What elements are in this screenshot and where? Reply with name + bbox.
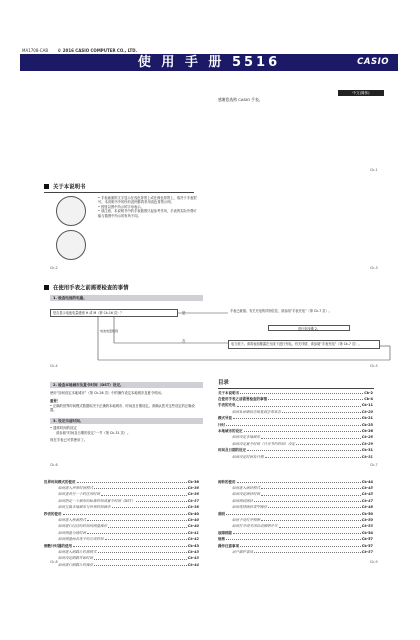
toc-entry-label: 闹铃的使用 <box>218 479 236 484</box>
toc-heading: 目录 <box>218 380 229 386</box>
page-number: Ck-5 <box>370 364 378 368</box>
toc-entry-label: 如何进入闹铃模式 <box>232 486 260 491</box>
toc-leader <box>296 444 361 445</box>
toc-entry-page: Ck-43 <box>187 543 199 548</box>
page-number: Ck-6 <box>50 463 58 467</box>
watch-illustration-2 <box>56 230 86 260</box>
toc-entry-page: Ck-11 <box>361 403 373 408</box>
toc-list-upper <box>218 389 373 459</box>
toc-entry-label: 如何测量分段时间 <box>58 530 86 535</box>
no-mark: 否 <box>182 339 186 343</box>
toc-leader <box>268 507 361 508</box>
toc-entry-page: Ck-57 <box>361 543 373 548</box>
toc-leader <box>63 514 187 515</box>
page-number: Ck-3 <box>370 266 378 270</box>
toc-leader <box>282 412 361 413</box>
toc-entry[interactable] <box>218 548 373 554</box>
toc-entry-label: 在使用手表之前需要检查的事情 <box>218 397 267 402</box>
ready-to-use: 现在手表已可供使用了。 <box>50 438 88 442</box>
watch-illustration-1 <box>56 196 86 226</box>
important-label: 重要！ <box>50 399 61 403</box>
about-bullet: • 手表画面的文字显示在浅色背景上或在深色背景上，取决于手表型号。本说明书中的所有范例都将采用浅色背景示例。 <box>98 196 197 205</box>
toc-entry-label: 如何手动打开照明 <box>232 518 260 523</box>
toc-entry-page: Ck-29 <box>361 441 373 446</box>
low-power-box: 电力低下。请将表面暴露在光线下进行充电。有关详情，请参阅“手表充电”（第 Ck-7 页）。 <box>228 340 380 349</box>
toc-leader <box>240 546 361 547</box>
toc-entry-label: 故障排除 <box>218 530 232 535</box>
step-3-bar: 3. 设定当前时间。 <box>50 418 203 424</box>
about-bullet: • 请注意，本说明书中的手表插图只起参考作用，手表的实际外观可能与插图中所示的有所不同。 <box>98 209 197 218</box>
toc-leader <box>237 406 361 407</box>
toc-entry-label: 如何查看另一个时区的时间 <box>58 492 100 497</box>
toc-leader <box>87 520 187 521</box>
toc-entry-page: Ck-2 <box>364 390 373 395</box>
toc-list-lower-left <box>44 478 199 567</box>
toc-entry-page: Ck-44 <box>361 479 373 484</box>
toc-entry-page: Ck-40 <box>187 524 199 529</box>
important-text: • 正确的世界时间模式数据取决于正确的本地城市、时间及日期设定。请确认您对这些设定的正确设置。 <box>50 404 195 413</box>
divider <box>44 192 194 193</box>
toc-entry-label: 手表的充电 <box>218 403 236 408</box>
toc-leader <box>226 539 361 540</box>
toc-entry-label: 如何从休眠状态恢复到正常状态 <box>232 409 281 414</box>
page-number: Ck-9 <box>370 560 378 564</box>
about-bullets <box>98 196 198 218</box>
page-number: Ck-4 <box>50 364 58 368</box>
step-3-ref: 请参阅“时间及日期的设定”一节（第 Ck-31 页）。 <box>56 431 131 435</box>
toc-leader <box>108 527 187 528</box>
greeting-text: 感谢您选购 CASIO 手表。 <box>218 97 263 102</box>
section-heading-about: 关于本说明书 <box>44 184 85 192</box>
section-heading-checks: 在使用手表之前需要检查的事情 <box>44 285 128 293</box>
toc-leader <box>254 501 361 502</box>
toc-entry-page: Ck-42 <box>187 537 199 542</box>
toc-leader <box>136 501 187 502</box>
toc-entry-label: 如何指定一个城市的标准时间或夏令时间（DST） <box>58 498 136 503</box>
battery-level-label: 电池电量级别 <box>100 329 119 333</box>
toc-entry-label: 倒数计时器的使用 <box>44 543 72 548</box>
casio-logo: CASIO <box>357 57 389 67</box>
toc-leader <box>87 533 187 534</box>
page-number: Ck-1 <box>370 168 378 172</box>
toc-entry-page: Ck-36 <box>187 492 199 497</box>
toc-leader <box>233 418 361 419</box>
model-code: MA1708-CAB <box>22 48 49 53</box>
toc-entry-label: 操作注意事项 <box>218 543 239 548</box>
toc-leader <box>226 425 361 426</box>
page-number: Ck-8 <box>50 560 58 564</box>
toc-entry-page: Ck-4 <box>364 397 373 402</box>
toc-leader <box>233 533 361 534</box>
toc-leader <box>226 514 361 515</box>
toc-entry-page: Ck-37 <box>187 498 199 503</box>
toc-entry-label: 如何测试闹铃 <box>232 498 253 503</box>
toc-entry-page: Ck-25 <box>361 422 373 427</box>
yes-mark: 是 <box>182 311 186 315</box>
page-number: Ck-2 <box>50 266 58 270</box>
toc-entry-page: Ck-44 <box>187 562 199 567</box>
toc-entry-page: Ck-40 <box>187 511 199 516</box>
toc-leader <box>261 495 361 496</box>
title-banner <box>20 54 398 71</box>
toc-entry-page: Ck-36 <box>187 486 199 491</box>
toc-entry-page: Ck-31 <box>361 448 373 453</box>
toc-entry-page: Ck-21 <box>361 416 373 421</box>
ready-text: 手表已就绪。有关充电的详细信息，请参阅“手表充电”（第 Ck-7 页）。 <box>230 309 332 313</box>
toc-entry-label: 计时 <box>218 422 225 427</box>
toc-leader <box>261 520 361 521</box>
toc-entry-label: 如何进行经过的时间的测量操作 <box>58 524 107 529</box>
toc-list-lower-right <box>218 478 373 555</box>
toc-leader <box>237 482 361 483</box>
toc-leader <box>244 431 361 432</box>
toc-leader <box>254 552 361 553</box>
step-2-bar: 2. 检查本地城市及夏令时间（DST）设定。 <box>50 382 203 388</box>
toc-entry-label: 如何进入倒数计时器模式 <box>58 549 97 554</box>
step-1-bar: 1. 检查电池的电量。 <box>50 295 203 301</box>
toc-leader <box>247 450 361 451</box>
toc-entry-page: Ck-50 <box>361 518 373 523</box>
toc-leader <box>261 438 361 439</box>
toc-leader <box>112 507 187 508</box>
copyright: © 2016 CASIO COMPUTER CO., LTD. <box>57 48 138 53</box>
toc-entry-label: 时间及日期的设定 <box>218 448 246 453</box>
toc-leader <box>98 552 187 553</box>
toc-entry-label: 如何选择闹铃类型操作 <box>232 505 267 510</box>
toc-leader <box>265 457 361 458</box>
toc-entry-page: Ck-43 <box>187 556 199 561</box>
toc-entry-page: Ck-26 <box>361 429 373 434</box>
toc-entry-label: 如何互换本地城市与世界时间城市 <box>58 505 111 510</box>
toc-leader <box>94 559 187 560</box>
toc-entry-page: Ck-53 <box>361 524 373 529</box>
toc-entry-label: 关于本说明书 <box>218 390 239 395</box>
toc-entry-label: 如何进入世界时间模式 <box>58 486 93 491</box>
toc-leader <box>77 482 187 483</box>
document-header <box>22 48 137 53</box>
toc-entry-page: Ck-26 <box>361 435 373 440</box>
toc-entry-label: 如何进行倒数计时操作 <box>58 562 93 567</box>
toc-entry-page: Ck-54 <box>361 530 373 535</box>
toc-entry-page: Ck-31 <box>361 454 373 459</box>
toc-entry-label: 如何设定闹铃时间 <box>232 492 260 497</box>
toc-entry-page: Ck-45 <box>361 492 373 497</box>
toc-entry-page: Ck-40 <box>187 518 199 523</box>
toc-entry-label: 本地城市的设定 <box>218 429 243 434</box>
toc-entry-label: 如何打开或关闭自动照明开关 <box>232 524 278 529</box>
language-tab: 中文(简体) <box>338 90 384 96</box>
toc-leader <box>261 488 361 489</box>
toc-leader <box>73 546 187 547</box>
toc-entry-page: Ck-41 <box>187 530 199 535</box>
toc-entry-page: Ck-48 <box>361 505 373 510</box>
toc-entry-page: Ck-47 <box>361 498 373 503</box>
toc-entry-page: Ck-43 <box>187 549 199 554</box>
toc-leader <box>240 393 363 394</box>
toc-leader <box>94 565 187 566</box>
step-3-item: • 通常时间的设定 <box>50 426 77 430</box>
toc-entry-label: 秒表的使用 <box>44 511 62 516</box>
toc-entry-page: Ck-57 <box>361 549 373 554</box>
toc-entry-label: 照明 <box>218 511 225 516</box>
toc-leader <box>105 539 187 540</box>
toc-entry-label: 如何设定夏令时间（日光节约时间）设定 <box>232 441 295 446</box>
toc-entry-label: 如何设定本地城市 <box>232 435 260 440</box>
toc-entry-page: Ck-38 <box>187 505 199 510</box>
toc-entry-label: 用户维护事项 <box>232 549 253 554</box>
toc-leader <box>279 527 361 528</box>
toc-entry-label: 模式导览 <box>218 416 232 421</box>
toc-entry-label: 如何测量两名选手的完成时间 <box>58 537 104 542</box>
about-bullet: • 按钮以图中所示的字母表示。 <box>98 204 144 209</box>
battery-check-box: 是否显示电池电量级别 H 或 M（第 Ck-16 页）？ <box>50 309 178 317</box>
page-number: Ck-7 <box>370 463 378 467</box>
toc-leader <box>101 495 187 496</box>
toc-leader <box>268 399 363 400</box>
toc-entry-page: Ck-20 <box>361 409 373 414</box>
toc-entry-label: 如何设定倒数开始时间 <box>58 556 93 561</box>
toc-entry-page: Ck-36 <box>187 479 199 484</box>
toc-entry-page: Ck-57 <box>361 537 373 542</box>
toc-entry-page: Ck-45 <box>361 486 373 491</box>
go-step-2-box: 进行到步骤 2。 <box>268 325 350 331</box>
toc-entry[interactable] <box>218 453 373 459</box>
toc-entry-label: 如何进入秒表模式 <box>58 518 86 523</box>
toc-entry[interactable] <box>44 561 199 567</box>
toc-entry-label: 规格 <box>218 537 225 542</box>
toc-entry-label: 世界时间模式的使用 <box>44 479 76 484</box>
step-2-text: 使用“如何设定本地城市”（第 Ck-26 页）中的操作设定本地城市及夏令时间。 <box>50 391 165 395</box>
toc-leader <box>94 488 187 489</box>
toc-entry-label: 如何设定时间及日期 <box>232 454 264 459</box>
page-title: 使 用 手 册 5516 <box>137 55 281 70</box>
toc-entry-page: Ck-50 <box>361 511 373 516</box>
